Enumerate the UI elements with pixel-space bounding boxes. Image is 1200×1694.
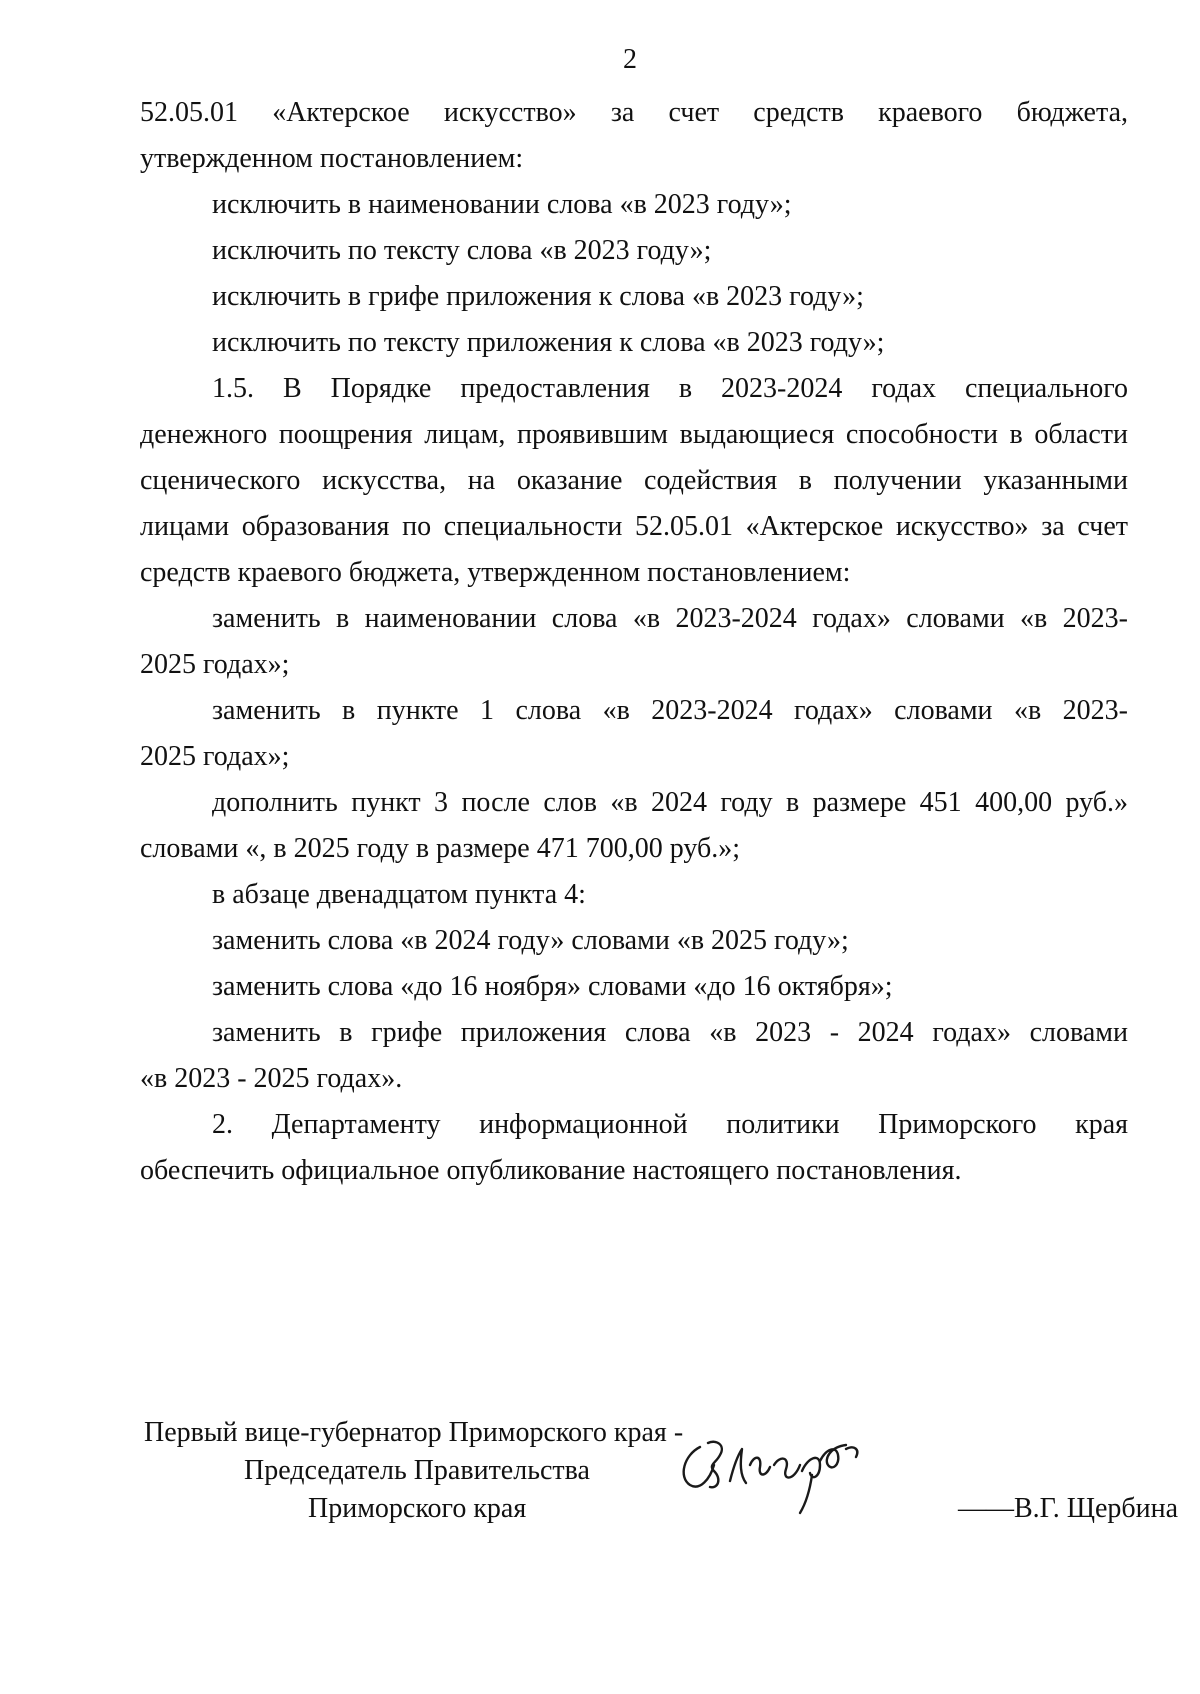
text-line: 2025 годах»; bbox=[140, 741, 290, 772]
text-line: словами «, в 2025 году в размере 471 700,00 руб.»; bbox=[140, 833, 741, 864]
text-line: сценического искусства, на оказание содействия в получении указанными bbox=[140, 465, 1128, 496]
text-line: утвержденном постановлением: bbox=[140, 143, 524, 174]
text-line: «в 2023 - 2025 годах». bbox=[140, 1063, 403, 1094]
document-body bbox=[140, 90, 1128, 1194]
text-line: дополнить пункт 3 после слов «в 2024 году в размере 451 400,00 руб.» bbox=[212, 787, 1128, 818]
text-line: обеспечить официальное опубликование настоящего постановления. bbox=[140, 1155, 962, 1186]
text-line: средств краевого бюджета, утвержденном постановлением: bbox=[140, 557, 851, 588]
handwritten-signature-icon bbox=[670, 1425, 910, 1525]
text-line: заменить в наименовании слова «в 2023-2024 годах» словами «в 2023- bbox=[212, 603, 1128, 634]
text-line: исключить по тексту приложения к слова «в 2023 году»; bbox=[212, 327, 885, 358]
text-line: заменить в пункте 1 слова «в 2023-2024 годах» словами «в 2023- bbox=[212, 695, 1128, 726]
text-line: заменить слова «в 2024 году» словами «в 2025 году»; bbox=[212, 925, 849, 956]
text-line: 1.5. В Порядке предоставления в 2023-2024 годах специального bbox=[212, 373, 1128, 404]
text-line: заменить слова «до 16 ноября» словами «до 16 октября»; bbox=[212, 971, 893, 1002]
text-line: исключить в наименовании слова «в 2023 году»; bbox=[212, 189, 792, 220]
text-line: исключить в грифе приложения к слова «в 2023 году»; bbox=[212, 281, 864, 312]
signatory-position: Приморского края bbox=[308, 1493, 527, 1524]
text-line: в абзаце двенадцатом пункта 4: bbox=[212, 879, 586, 910]
signatory-position: Первый вице-губернатор Приморского края - bbox=[144, 1417, 684, 1448]
text-line: 52.05.01 «Актерское искусство» за счет средств краевого бюджета, bbox=[140, 97, 1128, 128]
text-line: заменить в грифе приложения слова «в 2023 - 2024 годах» словами bbox=[212, 1017, 1128, 1048]
text-line: денежного поощрения лицам, проявившим выдающиеся способности в области bbox=[140, 419, 1128, 450]
text-line: лицами образования по специальности 52.05.01 «Актерское искусство» за счет bbox=[140, 511, 1128, 542]
text-line: исключить по тексту слова «в 2023 году»; bbox=[212, 235, 712, 266]
text-line: 2. Департаменту информационной политики Приморского края bbox=[212, 1109, 1128, 1140]
text-line: 2025 годах»; bbox=[140, 649, 290, 680]
signatory-position: Председатель Правительства bbox=[244, 1455, 590, 1486]
signatory-name: ——В.Г. Щербина bbox=[958, 1493, 1179, 1524]
page-number: 2 bbox=[623, 44, 637, 75]
